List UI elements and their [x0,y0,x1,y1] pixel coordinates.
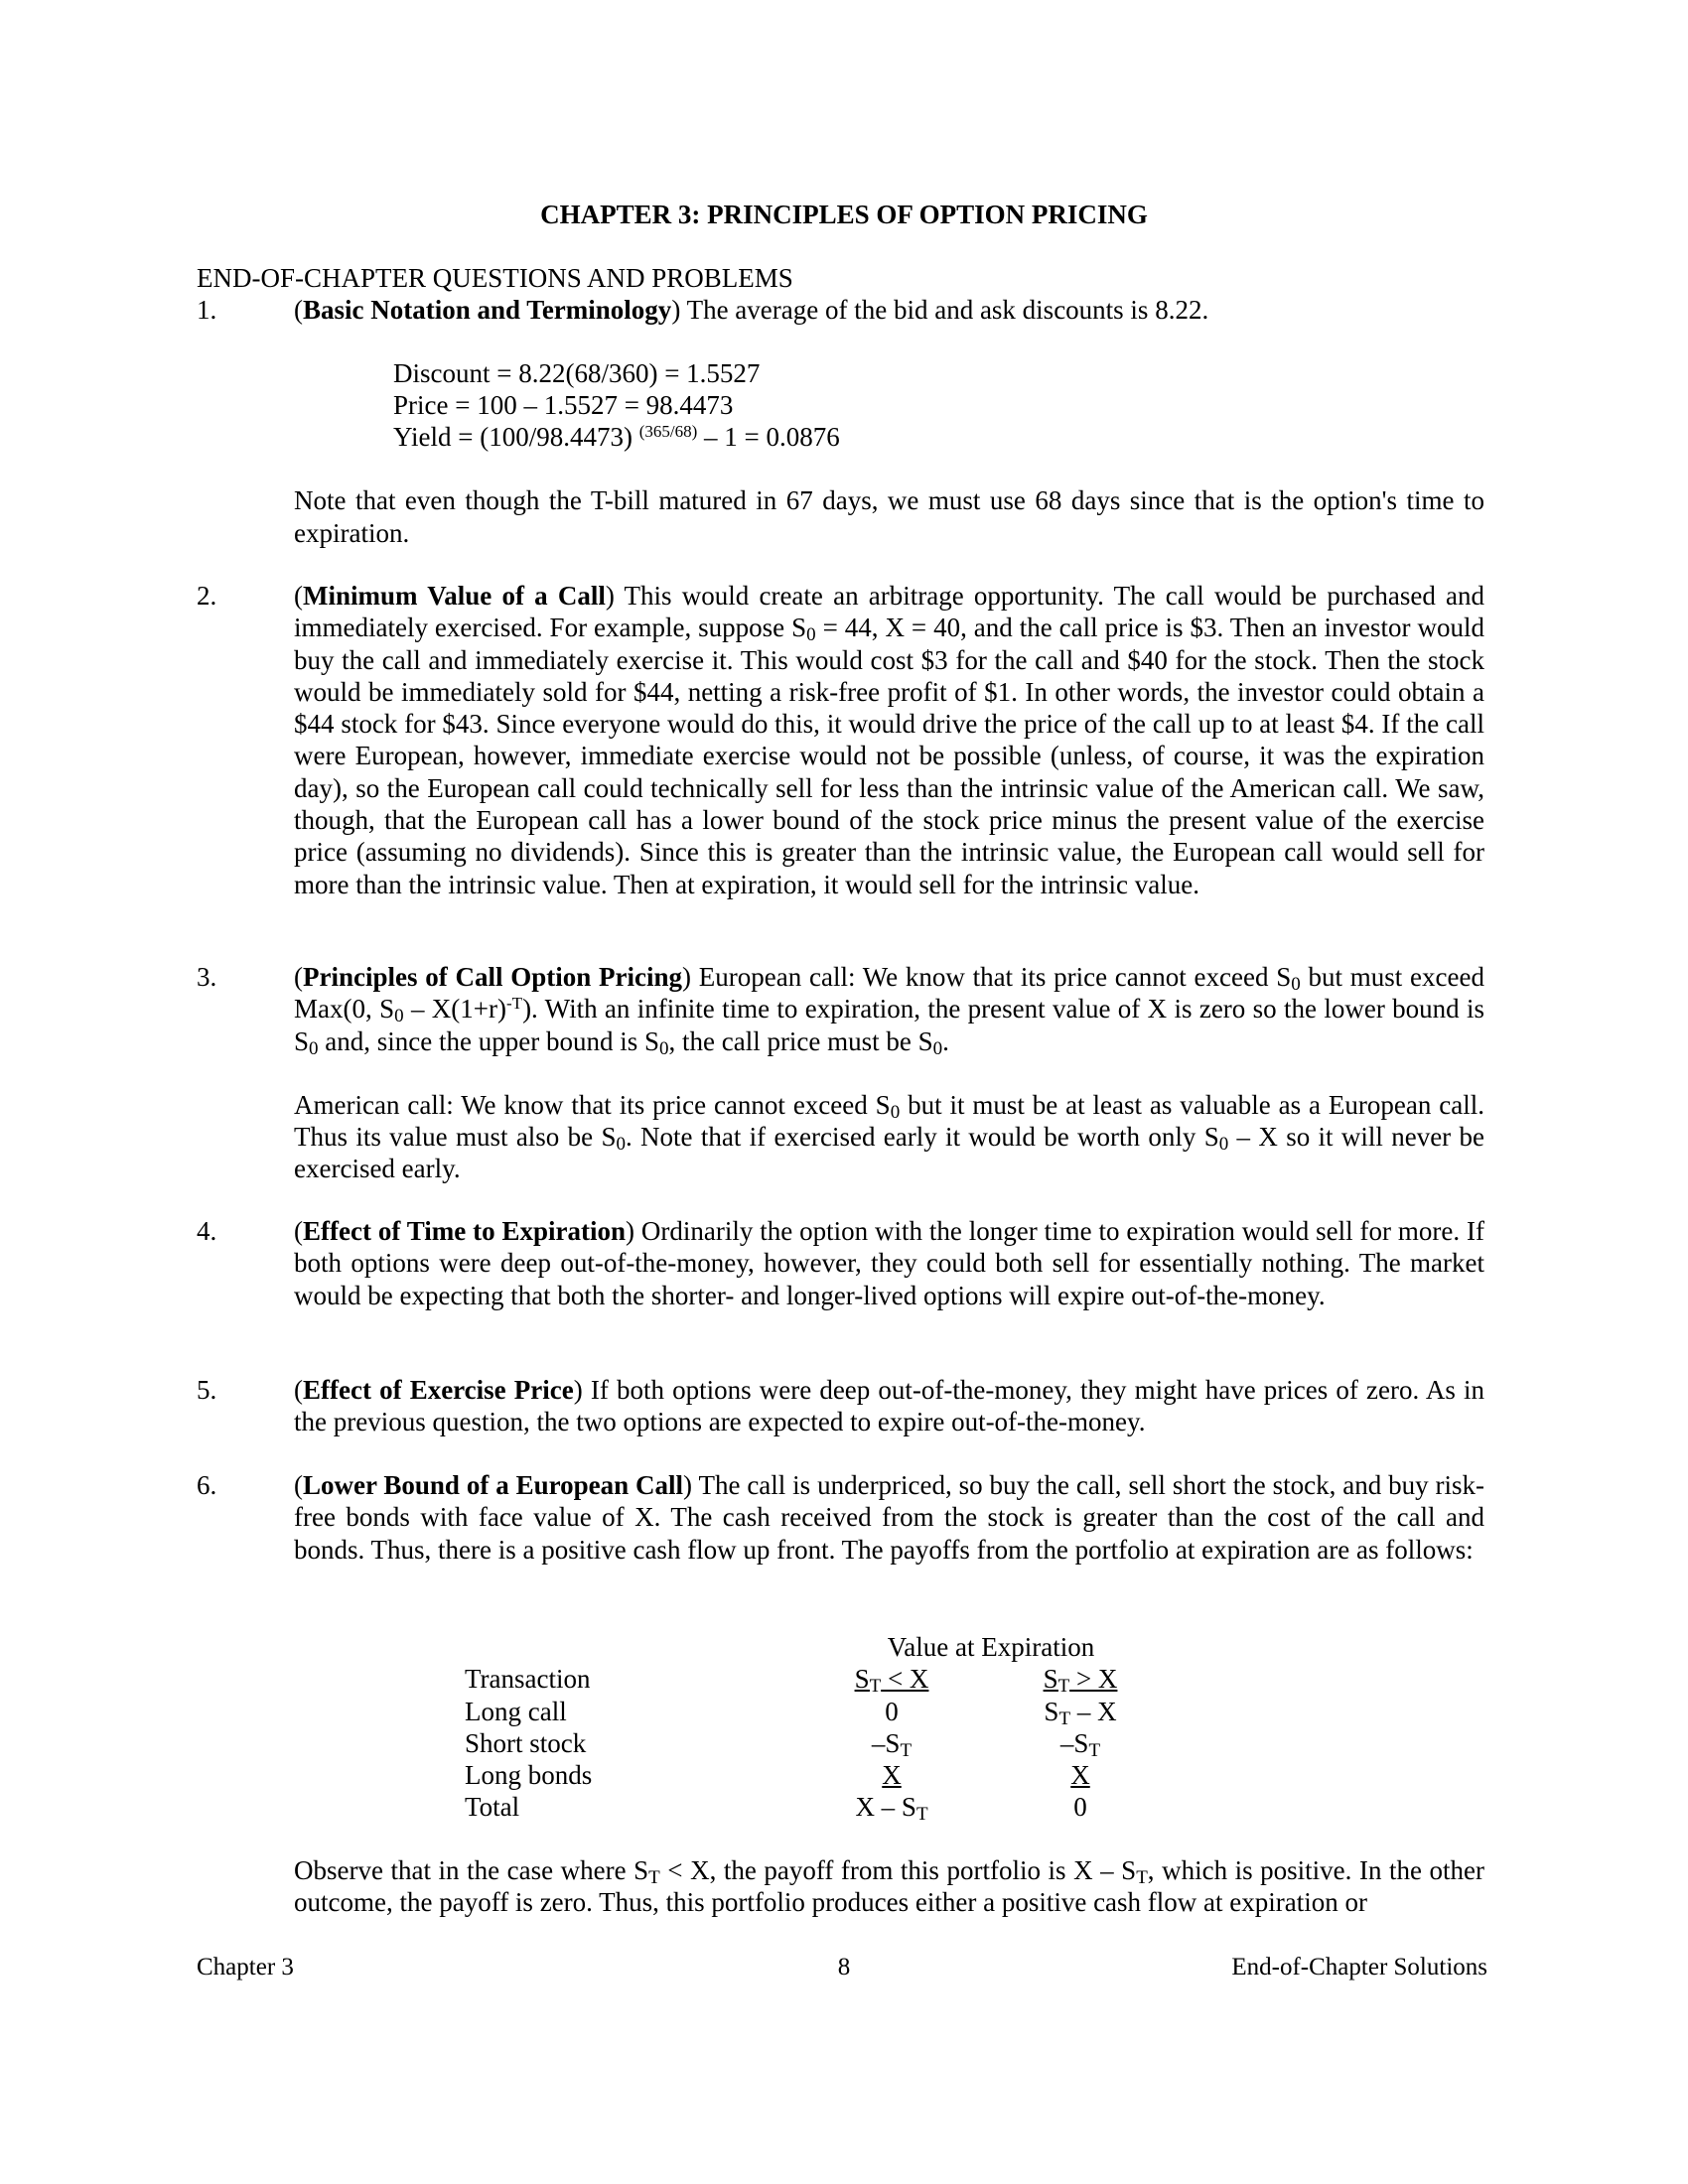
question-heading: Basic Notation and Terminology [303,295,672,325]
question-1: 1. (Basic Notation and Terminology) The average of the bid and ask discounts is 8.22. Discount = 8.22(68/360) = 1.5527 Price = 100 – 1.5527 = 98.4473 Yield = (100/98.4473) $^{(365/68)}$ – 1 = 0.0876 Note that even though the T-bill matured in 67 days, we must use 68 days since that is the option's time to expiration. [197,295,1484,548]
table-row [465,1631,1180,1663]
page-number: 8 [837,1954,851,1980]
question-number: 1. [197,295,217,325]
footer-title: End-of-Chapter Solutions [1231,1954,1487,1980]
formula-block [393,357,1484,453]
question-heading: Lower Bound of a European Call [303,1470,684,1500]
column-header: $S_T < X$ [854,1664,929,1698]
payoff-table [465,1631,1180,1824]
question-6 [197,1469,1487,1566]
formula-price: Price = 100 – 1.5527 = 98.4473 [393,390,734,421]
question-text: American call: We know that its price cannot exceed $S_0$ but it must be at least as valuable as a European call. Thus its value must also be $S_0$. Note that if exercised early it would be worth only $S_0$ – X so it will never be exercised early. [294,1089,1484,1184]
table-row: Long bonds X X [465,1760,1090,1791]
table-row: Long call 0 $S_T$ – X [465,1696,1117,1729]
formula-discount: Discount = 8.22(68/360) = 1.5527 [393,358,761,389]
column-header: $S_T > X$ [1043,1664,1118,1698]
question-number: 5. [197,1375,217,1405]
formula-yield: Yield = (100/98.4473) $^{(365/68)}$ – 1 = 0.0876 [393,422,840,453]
question-4 [197,1215,1487,1311]
question-heading: Minimum Value of a Call [303,581,606,611]
question-number: 3. [197,962,217,992]
question-text: (Lower Bound of a European Call) The call is underpriced, so buy the call, sell short the stock, and buy risk-free bonds with face value of X. The cash received from the stock is greater than the cost of the call and bonds. Thus, there is a positive cash flow up front. The payoffs from the portfolio at expiration are as follows: [294,1470,1484,1565]
question-text: (Principles of Call Option Pricing) European call: We know that its price cannot exceed $S_0$ but must exceed Max(0, $S_0 - X(1+r)^{-T}$). With an infinite time to expiration, the present value of X is zero so the lower bound is $S_0$ and, since the upper bound is $S_0$, the call price must be $S_0$. [294,962,1485,1059]
question-text: (Effect of Time to Expiration) Ordinarily the option with the longer time to expiration would sell for more. If both options were deep out-of-the-money, however, they could both sell for essentially nothing. The market would be expecting that both the shorter- and longer-lived options will expire out-of-the-money. [294,1216,1484,1310]
page-title: CHAPTER 3: PRINCIPLES OF OPTION PRICING [540,200,1148,229]
question-2 [197,580,1487,900]
question-text: The average of the bid and ask discounts is 8.22. [680,295,1209,325]
section-heading: END-OF-CHAPTER QUESTIONS AND PROBLEMS [197,263,793,293]
question-heading: Effect of Time to Expiration [303,1216,627,1246]
footer-chapter: Chapter 3 [197,1954,294,1980]
question-number: 4. [197,1216,217,1246]
question-text: (Minimum Value of a Call) This would create an arbitrage opportunity. The call would be purchased and immediately exercised. For example, suppose $S_0 = 44$, X = 40, and the call price is $3. Then an investor would buy the call and immediately exercise it. This would cost $3 for the call and $40 for the stock. Then the stock would be immediately sold for $44, netting a risk-free profit of $1. In other words, the investor could obtain a $44 stock for $43. Since everyone would do this, it would drive the price of the call up to at least $4. If the call were European, however, immediate exercise would not be possible (unless, of course, it was the expiration day), so the European call could technically sell for less than the intrinsic value of the American call. We saw, though, that the European call has a lower bound of the stock price minus the present value of the exercise price (assuming no dividends). Since this is greater than the intrinsic value, the European call would sell for more than the intrinsic value. Then at expiration, it would sell for the intrinsic value. [294,581,1485,899]
question-text: (Effect of Exercise Price) If both options were deep out-of-the-money, they might have prices of zero. As in the previous question, the two options are expected to expire out-of-the-money. [294,1375,1484,1437]
question-text: Observe that in the case where $S_T < X$, the payoff from this portfolio is X – $S_T$, which is positive. In the other outcome, the payoff is zero. Thus, this portfolio produces either a positive cash flow at expiration or [294,1855,1484,1918]
question-heading: Effect of Exercise Price [303,1375,574,1405]
table-caption: Value at Expiration [887,1632,1095,1662]
table-row [465,1663,1180,1695]
table-row: Total X – $S_T$ 0 [465,1792,1087,1826]
question-heading: Principles of Call Option Pricing [303,962,683,992]
question-6-continued [197,1854,1487,1919]
question-note: Note that even though the T-bill matured in 67 days, we must use 68 days since that is the option's time to expiration. [294,485,1484,548]
table-row: Short stock $-S_T$ $-S_T$ [465,1727,1101,1761]
question-number: 6. [197,1470,217,1500]
question-5 [197,1374,1487,1438]
question-number: 2. [197,581,217,611]
question-3 [197,961,1487,1185]
column-header: Transaction [465,1664,591,1695]
